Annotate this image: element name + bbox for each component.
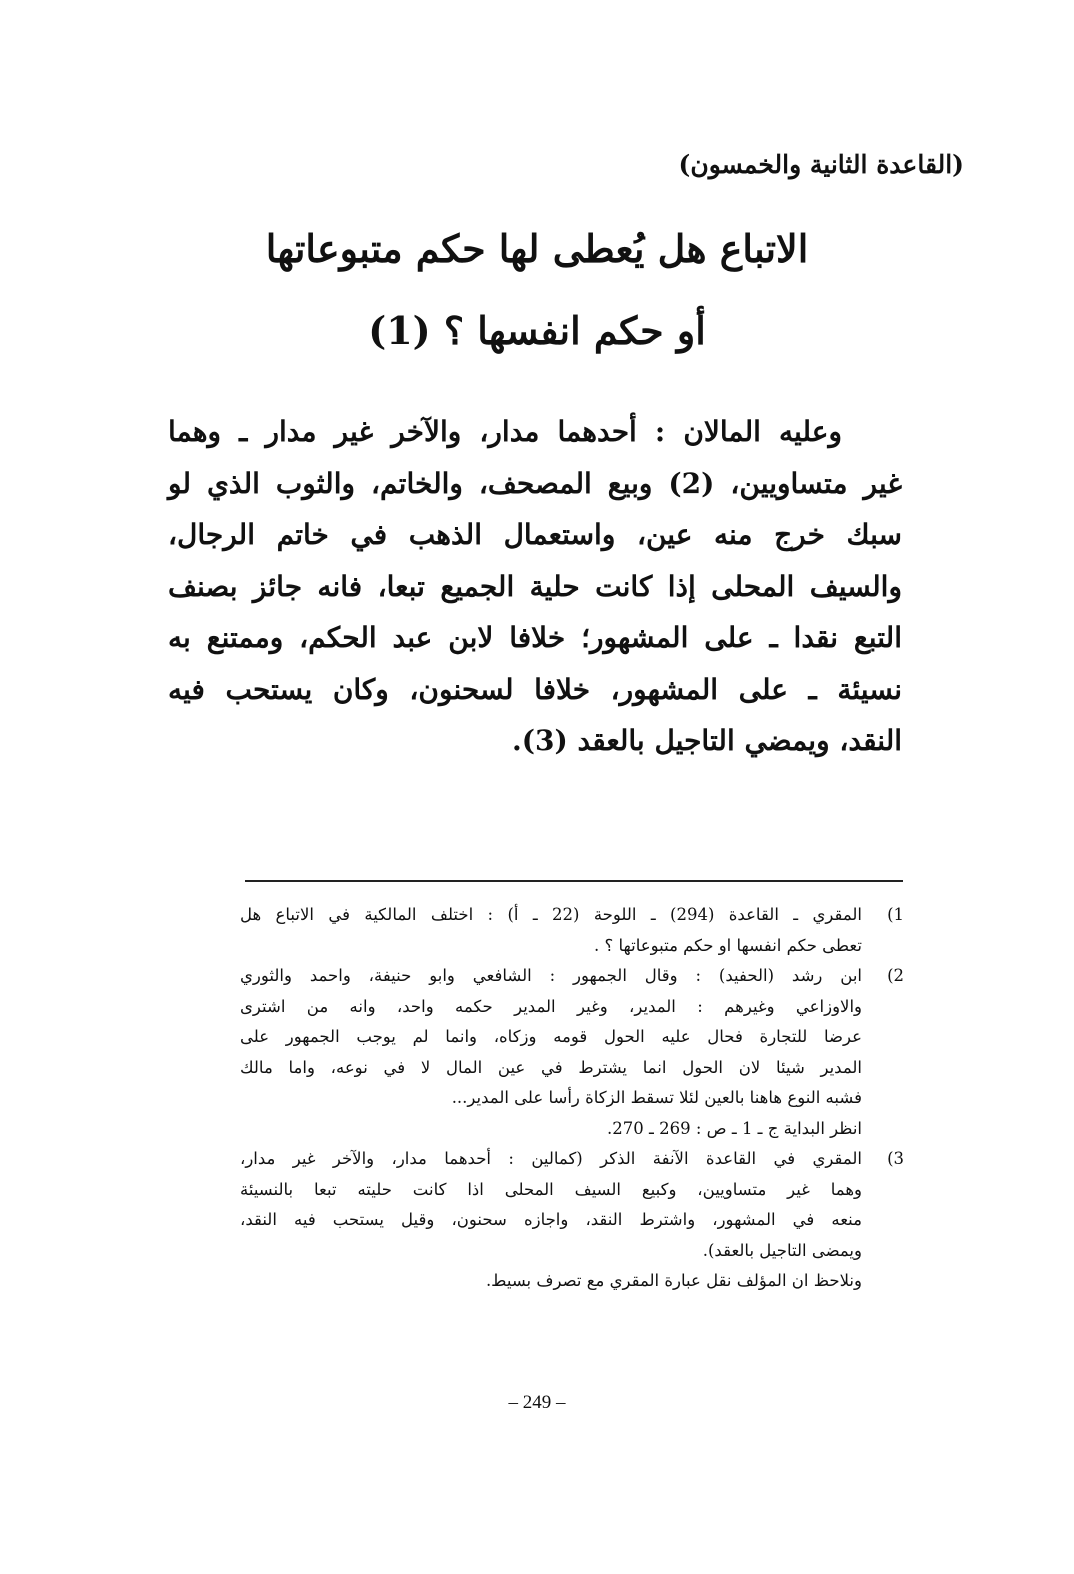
paragraph-line: وعليه المالان : أحدهما مدار، والآخر غير مدار ـ وهما xyxy=(168,415,842,448)
footnote-line: المدير شيئا لان الحول انما يشترط في عين المال لا في نوعه، واما مالك xyxy=(240,1057,862,1077)
footnote-line: المقري في القاعدة الآنفة الذكر (كمالين : أحدهما مدار، والآخر غير مدار، xyxy=(240,1149,862,1168)
paragraph-line: سبك خرج منه عين، واستعمال الذهب في خاتم الرجال، xyxy=(168,518,902,551)
footnotes xyxy=(240,900,904,1297)
footnote-line: تعطى حكم انفسها او حكم متبوعاتها ؟ . xyxy=(594,935,862,955)
title-line: الاتباع هل يُعطى لها حكم متبوعاتها xyxy=(265,226,809,271)
footnote-number: 2) xyxy=(887,966,904,985)
paragraph-line: النقد، ويمضي التاجيل بالعقد (3). xyxy=(512,724,902,757)
page-number: – 249 – xyxy=(508,1392,566,1413)
main-paragraph xyxy=(168,406,902,767)
paragraph-line: التبع نقدا ـ على المشهور؛ خلافا لابن عبد الحكم، وممتنع به xyxy=(168,621,902,654)
rule-label: (القاعدة الثانية والخمسون) xyxy=(678,150,964,179)
footnote-line: وهما غير متساويين، وكبيع السيف المحلى اذا كانت حليته تبعا بالنسيئة xyxy=(240,1179,862,1199)
page-title xyxy=(150,208,924,372)
footnote-line: ونلاحظ ان المؤلف نقل عبارة المقري مع تصرف بسيط. xyxy=(485,1271,862,1290)
footnote-line: انظر البداية ج ـ 1 ـ ص : 269 ـ 270. xyxy=(607,1118,862,1138)
footnote-line: فشبه النوع هاهنا بالعين لئلا تسقط الزكاة رأسا على المدير... xyxy=(451,1088,862,1107)
footnote-line: ابن رشد (الحفيد) : وقال الجمهور : الشافعي وابو حنيفة، واحمد والثوري xyxy=(240,966,862,985)
footnote-number: 3) xyxy=(887,1149,904,1168)
footnote-line: عرضا للتجارة فحال عليه الحول قومه وزكاه، وانما لم يوجب الجمهور على xyxy=(240,1027,862,1046)
footnote-3 xyxy=(240,1144,904,1297)
footnote-line: والاوزاعي وغيرهم : المدير، وغير المدير حكمه واحد، وانه من اشترى xyxy=(240,996,862,1016)
footnote-2 xyxy=(240,961,904,1144)
footnote-line: منعه في المشهور، واشترط النقد، واجازه سحنون، وقيل يستحب فيه النقد، xyxy=(240,1210,862,1229)
paragraph-line: نسيئة ـ على المشهور، خلافا لسحنون، وكان يستحب فيه xyxy=(168,672,902,706)
title-line: أو حكم انفسها ؟ (1) xyxy=(368,308,706,353)
footnote-divider xyxy=(245,880,903,882)
footnote-1 xyxy=(240,900,904,961)
footnote-line: المقري ـ القاعدة (294) ـ اللوحة (22 ـ أ) : اختلف المالكية في الاتباع هل xyxy=(240,905,862,924)
paragraph-line: غير متساويين، (2) وبيع المصحف، والخاتم، والثوب الذي لو xyxy=(168,466,902,500)
footnote-number: 1) xyxy=(887,905,904,924)
paragraph-line: والسيف المحلى إذا كانت حلية الجميع تبعا، فانه جائز بصنف xyxy=(168,569,902,603)
footnote-line: ويمضى التاجيل بالعقد). xyxy=(702,1240,862,1260)
